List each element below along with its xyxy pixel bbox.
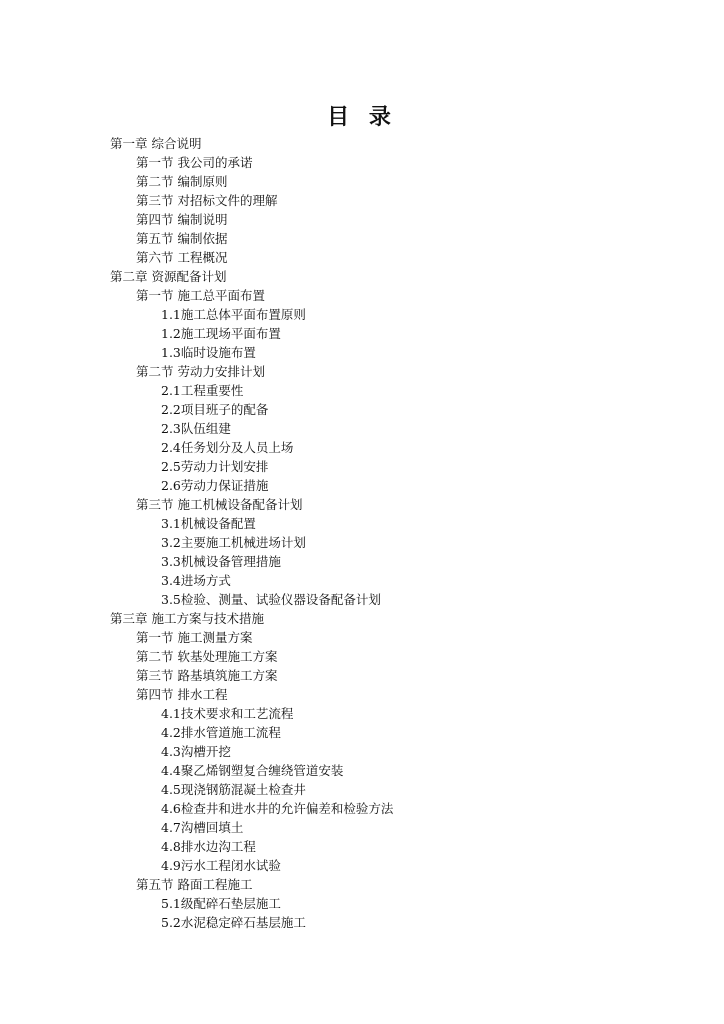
- toc-chapter: 第二章 资源配备计划: [110, 269, 227, 284]
- toc-section: 第六节 工程概况: [136, 250, 228, 265]
- toc-subsection: 5.1级配碎石垫层施工: [161, 896, 281, 911]
- toc-subsection: 1.3临时设施布置: [161, 345, 256, 360]
- toc-subsection: 1.2施工现场平面布置: [161, 326, 281, 341]
- toc-section: 第三节 施工机械设备配备计划: [136, 497, 303, 512]
- toc-subsection: 4.9污水工程闭水试验: [161, 858, 281, 873]
- toc-section: 第二节 编制原则: [136, 174, 228, 189]
- toc-subsection: 2.6劳动力保证措施: [161, 478, 269, 493]
- toc-section: 第五节 编制依据: [136, 231, 228, 246]
- toc-subsection: 3.2主要施工机械进场计划: [161, 535, 306, 550]
- toc-subsection: 3.5检验、测量、试验仪器设备配备计划: [161, 592, 381, 607]
- toc-section: 第二节 劳动力安排计划: [136, 364, 265, 379]
- toc-subsection: 2.4任务划分及人员上场: [161, 440, 294, 455]
- toc-subsection: 4.1技术要求和工艺流程: [161, 706, 294, 721]
- toc-subsection: 3.1机械设备配置: [161, 516, 256, 531]
- toc-subsection: 2.5劳动力计划安排: [161, 459, 269, 474]
- toc-section: 第一节 我公司的承诺: [136, 155, 253, 170]
- toc-section: 第一节 施工总平面布置: [136, 288, 265, 303]
- toc-section: 第二节 软基处理施工方案: [136, 649, 278, 664]
- toc-chapter: 第三章 施工方案与技术措施: [110, 611, 264, 626]
- toc-subsection: 4.5现浇钢筋混凝土检查井: [161, 782, 306, 797]
- toc-section: 第三节 路基填筑施工方案: [136, 668, 278, 683]
- toc-title: 目 录: [327, 105, 397, 130]
- toc-section: 第五节 路面工程施工: [136, 877, 253, 892]
- toc-section: 第四节 编制说明: [136, 212, 228, 227]
- toc-subsection: 3.3机械设备管理措施: [161, 554, 281, 569]
- toc-subsection: 4.3沟槽开挖: [161, 744, 231, 759]
- toc-subsection: 4.2排水管道施工流程: [161, 725, 281, 740]
- toc-subsection: 5.2水泥稳定碎石基层施工: [161, 915, 306, 930]
- toc-subsection: 4.8排水边沟工程: [161, 839, 256, 854]
- toc-section: 第一节 施工测量方案: [136, 630, 253, 645]
- toc-subsection: 2.3队伍组建: [161, 421, 231, 436]
- toc-chapter: 第一章 综合说明: [110, 136, 202, 151]
- toc-subsection: 4.4聚乙烯钢塑复合缠绕管道安装: [161, 763, 344, 778]
- toc-subsection: 4.6检查井和进水井的允许偏差和检验方法: [161, 801, 394, 816]
- toc-subsection: 4.7沟槽回填土: [161, 820, 244, 835]
- toc-list: [0, 134, 724, 932]
- toc-subsection: 2.2项目班子的配备: [161, 402, 269, 417]
- toc-subsection: 1.1施工总体平面布置原则: [161, 307, 306, 322]
- toc-section: 第三节 对招标文件的理解: [136, 193, 278, 208]
- toc-section: 第四节 排水工程: [136, 687, 228, 702]
- toc-subsection: 3.4进场方式: [161, 573, 231, 588]
- toc-subsection: 2.1工程重要性: [161, 383, 244, 398]
